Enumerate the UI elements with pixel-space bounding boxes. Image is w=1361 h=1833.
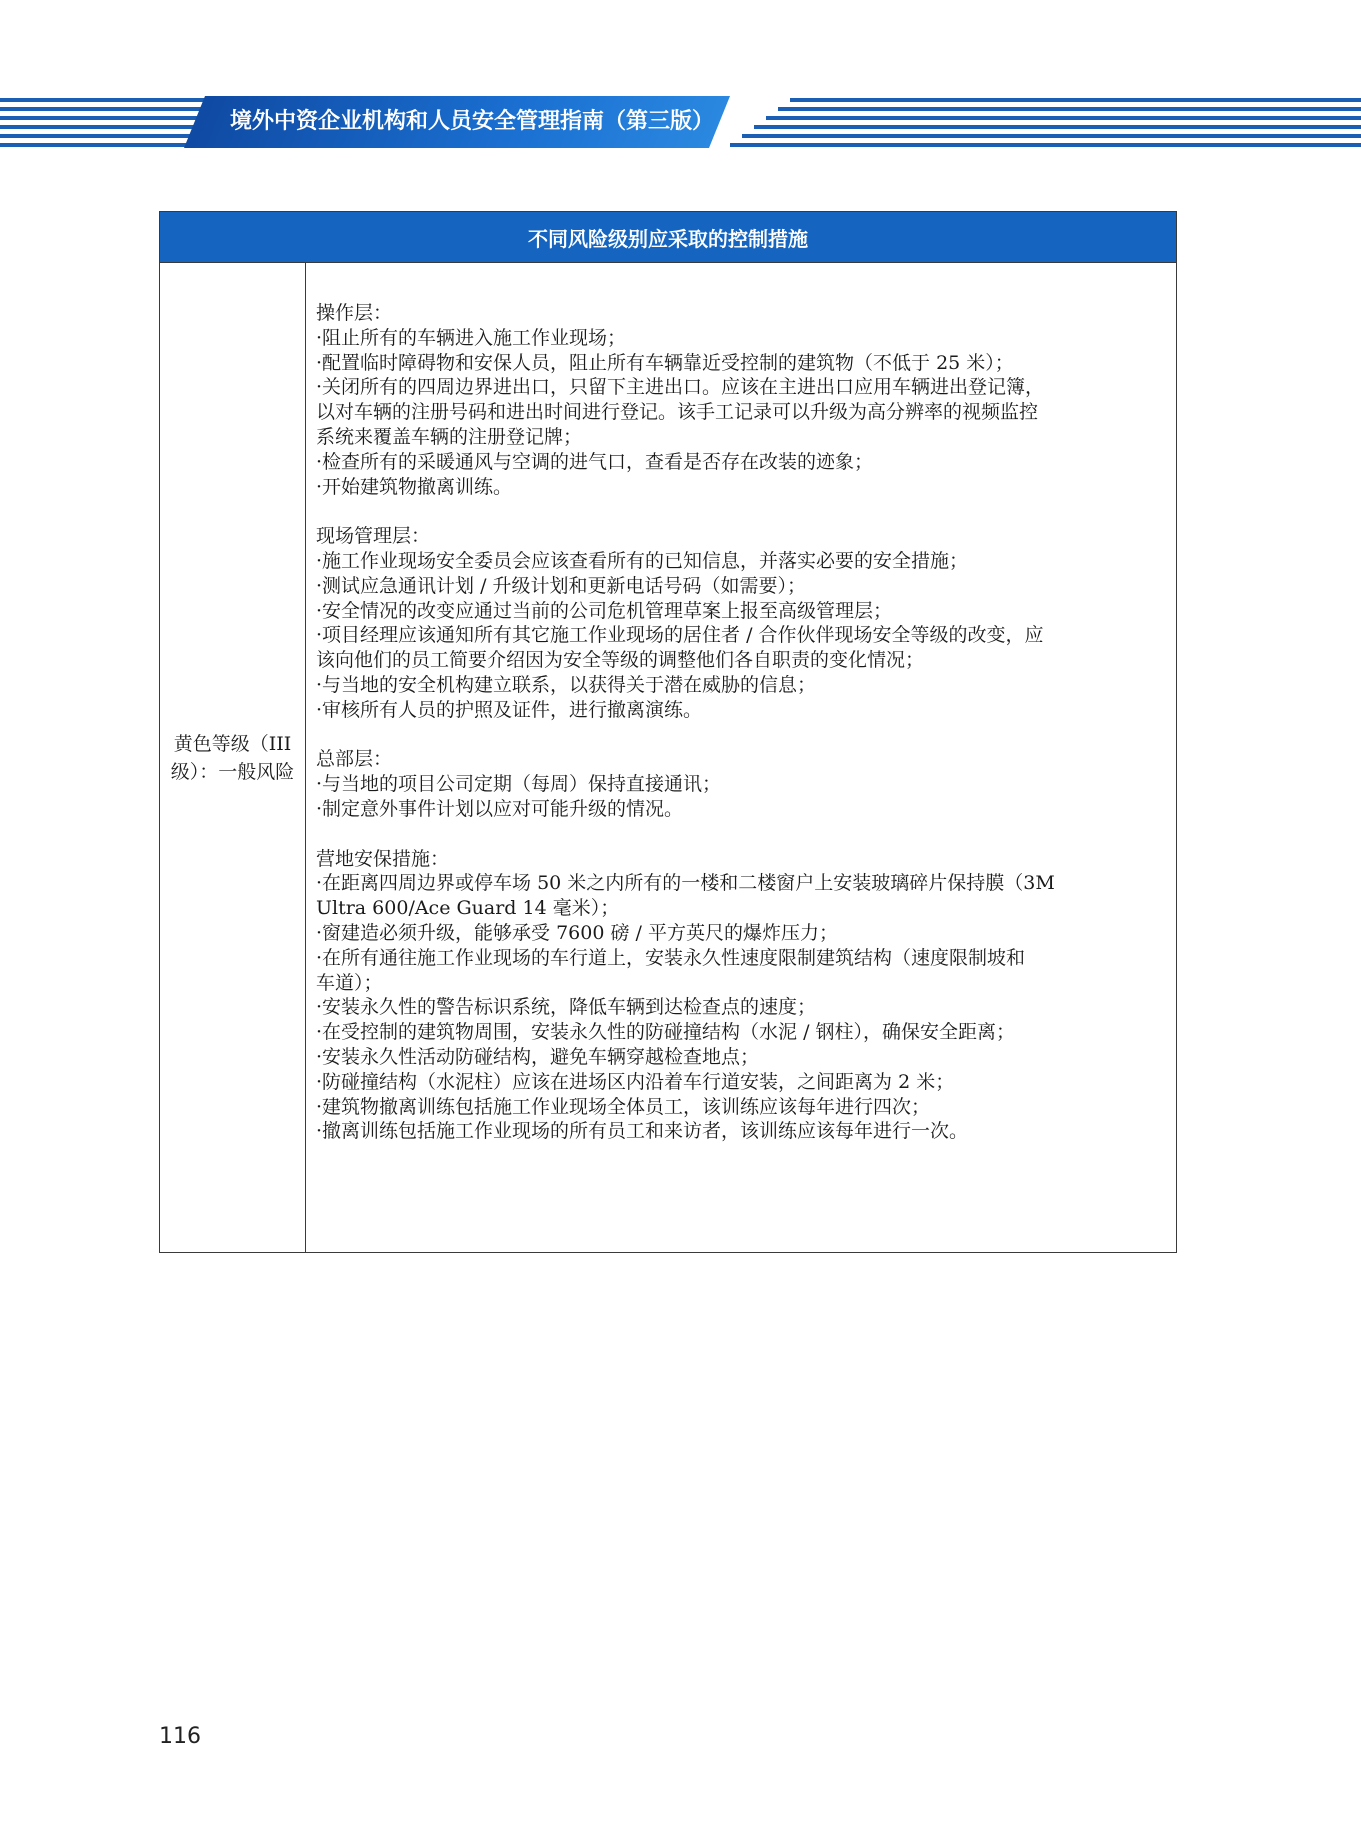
page-number: 116 bbox=[159, 1724, 201, 1749]
measure-line: ·安全情况的改变应通过当前的公司危机管理草案上报至高级管理层； bbox=[316, 599, 893, 622]
measure-line: ·开始建筑物撤离训练。 bbox=[316, 475, 513, 498]
measure-section bbox=[316, 747, 1172, 821]
measure-line: ·制定意外事件计划以应对可能升级的情况。 bbox=[316, 797, 684, 820]
measure-section bbox=[316, 301, 1172, 499]
measure-section bbox=[316, 847, 1172, 1145]
measure-line: ·在距离四周边界或停车场 50 米之内所有的一楼和二楼窗户上安装玻璃碎片保持膜（3M bbox=[316, 872, 1055, 895]
stripe bbox=[754, 125, 1361, 129]
table-title: 不同风险级别应采取的控制措施 bbox=[160, 212, 1176, 263]
measure-line: 以对车辆的注册号码和进出时间进行登记。该手工记录可以升级为高分辨率的视频监控 bbox=[316, 401, 1039, 424]
risk-level-cell bbox=[160, 263, 306, 1252]
measure-line: ·项目经理应该通知所有其它施工作业现场的居住者 / 合作伙伴现场安全等级的改变，应 bbox=[316, 624, 1044, 647]
measure-line: ·与当地的安全机构建立联系，以获得关于潜在威胁的信息； bbox=[316, 673, 817, 696]
stripe bbox=[742, 134, 1361, 138]
stripe bbox=[730, 143, 1361, 147]
control-measures-table bbox=[159, 211, 1177, 1253]
stripe bbox=[778, 107, 1361, 111]
stripe bbox=[0, 143, 200, 147]
measure-line: ·窗建造必须升级，能够承受 7600 磅 / 平方英尺的爆炸压力； bbox=[316, 921, 838, 944]
measure-line: ·配置临时障碍物和安保人员，阻止所有车辆靠近受控制的建筑物（不低于 25 米）； bbox=[316, 351, 1014, 374]
measure-line: 车道）； bbox=[316, 971, 383, 994]
measure-line: ·阻止所有的车辆进入施工作业现场； bbox=[316, 326, 627, 349]
section-title: 营地安保措施： bbox=[316, 847, 450, 870]
measure-line: Ultra 600/Ace Guard 14 毫米）； bbox=[316, 897, 620, 920]
risk-level-label: 黄色等级（III级）：一般风险 bbox=[170, 732, 295, 783]
measure-line: ·安装永久性的警告标识系统，降低车辆到达检查点的速度； bbox=[316, 996, 817, 1019]
measure-line: ·在受控制的建筑物周围，安装永久性的防碰撞结构（水泥 / 钢柱），确保安全距离； bbox=[316, 1021, 1016, 1044]
page-header-title: 境外中资企业机构和人员安全管理指南（第三版） bbox=[230, 109, 715, 134]
measure-line: ·测试应急通讯计划 / 升级计划和更新电话号码（如需要）； bbox=[316, 574, 807, 597]
measure-line: ·施工作业现场安全委员会应该查看所有的已知信息，并落实必要的安全措施； bbox=[316, 549, 969, 572]
measure-line: ·撤离训练包括施工作业现场的所有员工和来访者，该训练应该每年进行一次。 bbox=[316, 1120, 969, 1143]
header-banner bbox=[0, 96, 1361, 148]
stripe bbox=[766, 116, 1361, 120]
measure-line: ·审核所有人员的护照及证件，进行撤离演练。 bbox=[316, 698, 703, 721]
section-title: 现场管理层： bbox=[316, 525, 431, 548]
stripe bbox=[0, 134, 215, 138]
measure-section bbox=[316, 524, 1172, 722]
measure-line: 该向他们的员工简要介绍因为安全等级的调整他们各自职责的变化情况； bbox=[316, 649, 925, 672]
measure-line: ·与当地的项目公司定期（每周）保持直接通讯； bbox=[316, 773, 722, 796]
measure-line: ·建筑物撤离训练包括施工作业现场全体员工，该训练应该每年进行四次； bbox=[316, 1095, 931, 1118]
measure-line: ·关闭所有的四周边界进出口，只留下主进出口。应该在主进出口应用车辆进出登记簿， bbox=[316, 376, 1045, 399]
measures-cell bbox=[306, 263, 1176, 1252]
measure-line: ·检查所有的采暖通风与空调的进气口，查看是否存在改装的迹象； bbox=[316, 450, 874, 473]
measure-line: ·在所有通往施工作业现场的车行道上，安装永久性速度限制建筑结构（速度限制坡和 bbox=[316, 946, 1026, 969]
section-title: 操作层： bbox=[316, 302, 393, 324]
stripe bbox=[790, 98, 1361, 102]
section-title: 总部层： bbox=[316, 748, 393, 771]
measure-line: ·防碰撞结构（水泥柱）应该在进场区内沿着车行道安装，之间距离为 2 米； bbox=[316, 1070, 955, 1093]
measure-line: ·安装永久性活动防碰结构，避免车辆穿越检查地点； bbox=[316, 1045, 760, 1068]
measure-line: 系统来覆盖车辆的注册登记牌； bbox=[316, 425, 583, 448]
